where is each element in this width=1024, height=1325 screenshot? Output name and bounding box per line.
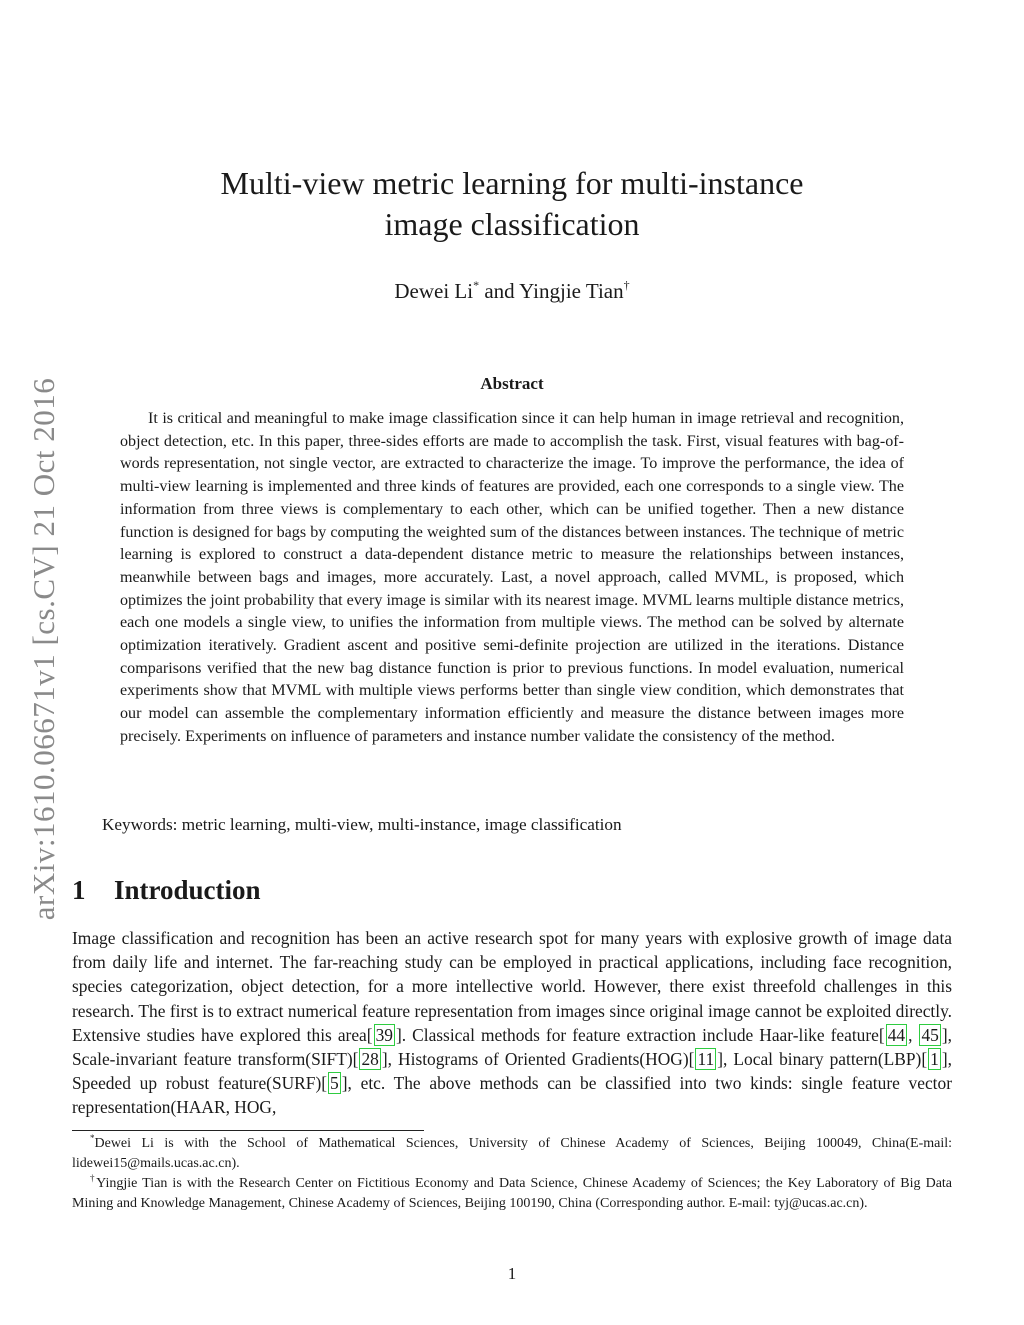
author-2: Yingjie Tian xyxy=(519,279,624,303)
paper-title xyxy=(150,163,874,245)
citation-link[interactable]: 11 xyxy=(697,1049,715,1070)
citation-link[interactable]: 45 xyxy=(921,1024,939,1045)
citation-link[interactable]: 44 xyxy=(887,1024,906,1045)
author-list xyxy=(150,277,874,305)
footnote-1-text: Dewei Li is with the School of Mathematical Sciences, University of Chinese Academy of Sciences, Beijing 100049, China(E-mail: lidewei15@mails.ucas.ac.cn). xyxy=(72,1136,952,1171)
section-title: Introduction xyxy=(114,875,261,905)
footnote-2 xyxy=(72,1174,952,1214)
keywords: Keywords: metric learning, multi-view, multi-instance, image classification xyxy=(102,815,622,834)
intro-text-3: , Scale-invariant feature transform(SIFT) xyxy=(72,1024,952,1070)
intro-text-5: , Local binary pattern(LBP) xyxy=(723,1049,922,1070)
intro-text-6: , Speeded up robust feature(SURF) xyxy=(72,1049,953,1094)
footnote-1 xyxy=(72,1134,952,1174)
citation-link[interactable]: 39 xyxy=(375,1024,393,1045)
intro-text-2: . Classical methods for feature extraction include Haar-like feature xyxy=(401,1024,879,1045)
author-connector: and xyxy=(479,279,520,303)
footnote-divider xyxy=(72,1130,424,1131)
author-1: Dewei Li xyxy=(394,279,474,303)
footnote-1-mark: * xyxy=(90,1133,95,1143)
title-line-1: Multi-view metric learning for multi-instance xyxy=(220,165,804,201)
citation-link[interactable]: 5 xyxy=(330,1073,339,1094)
intro-text-4: , Histograms of Oriented Gradients(HOG) xyxy=(387,1049,689,1070)
section-number: 1 xyxy=(72,875,86,905)
abstract-text: It is critical and meaningful to make image classification since it can help human in image retrieval and recognition, object detection, etc. In this paper, three-sides efforts are made to accomplish the task. First, visual features with bag-of-words representation, not single vector, are extracted to characterize the image. To improve the performance, the idea of multi-view learning is implemented and three kinds of features are provided, each one corresponds to a single view. The information from three views is complementary to each other, which can be unified together. Then a new distance function is designed for bags by computing the weighted sum of the distances between instances. The technique of metric learning is explored to construct a data-dependent distance metric to measure the relationships between instances, meanwhile between bags and images, more accurately. Last, a novel approach, called MVML, is proposed, which optimizes the joint probability that every image is similar with its nearest image. MVML learns multiple distance metrics, each one models a single view, to unifies the information from multiple views. The method can be solved by alternate optimization iteratively. Gradient ascent and positive semi-definite projection are utilized in the iterations. Distance comparisons verified that the new bag distance function is prior to previous functions. In model evaluation, numerical experiments show that MVML with multiple views performs better than single view condition, which demonstrates that our model can assemble the complementary information efficiently and measure the distance between images more precisely. Experiments on influence of parameters and instance number validate the consistency of the method. xyxy=(120,410,904,745)
intro-text-7: , etc. The above methods can be classified into two kinds: single feature vector representation(HAAR, HOG, xyxy=(72,1073,952,1118)
page-number: 1 xyxy=(507,1264,517,1283)
author-1-footnote-mark[interactable]: * xyxy=(473,278,480,292)
title-line-2: image classification xyxy=(384,206,640,242)
citation-link[interactable]: 28 xyxy=(361,1049,379,1070)
citation-link[interactable]: 1 xyxy=(930,1049,939,1070)
arxiv-id: arXiv:1610.06671v1 [cs.CV] 21 Oct 2016 xyxy=(26,377,61,921)
author-2-footnote-mark[interactable]: † xyxy=(623,278,630,292)
footnotes xyxy=(72,1134,952,1214)
intro-text-1: Image classification and recognition has been an active research spot for many years with explosive growth of image data from daily life and internet. The far-reaching study can be employed in practical applications, including face recognition, species categorization, object detection, for a more intellective world. However, there exist threefold challenges in this research. The first is to extract numerical feature representation from images since original image cannot be exploited directly. Extensive studies have explored this area xyxy=(72,928,952,1045)
section-heading-introduction xyxy=(72,872,261,908)
footnote-2-text: Yingjie Tian is with the Research Center on Fictitious Economy and Data Science, Chinese Academy of Sciences; the Key Laboratory of Big Data Mining and Knowledge Management, Chinese Academy of Sciences, Beijing 100190, China (Corresponding author. E-mail: tyj@ucas.ac.cn). xyxy=(72,1176,953,1211)
introduction-paragraph: Image classification and recognition has been an active research spot for many years with explosive growth of image data from daily life and internet. The far-reaching study can be employed in practical applications, including face recognition, species categorization, object detection, for a more intellective world. However, there exist threefold challenges in this research. The first is to extract numerical feature representation from images since original image cannot be exploited directly. Extensive studies have explored this area[ 39 ]. Classical methods for feature extraction include Haar-like feature[ 44 , 45 ], Scale-invariant feature transform(SIFT)[ 28 ], Histograms of Oriented Gradients(HOG)[ 11 ], Local binary pattern(LBP)[ 1 ], Speeded up robust feature(SURF)[ 5 ], etc. The above methods can be classified into two kinds: single feature vector representation(HAAR, HOG, xyxy=(72,928,953,1118)
arxiv-stamp xyxy=(14,355,74,943)
footnote-2-mark: † xyxy=(90,1173,97,1183)
abstract-heading: Abstract xyxy=(480,374,544,393)
